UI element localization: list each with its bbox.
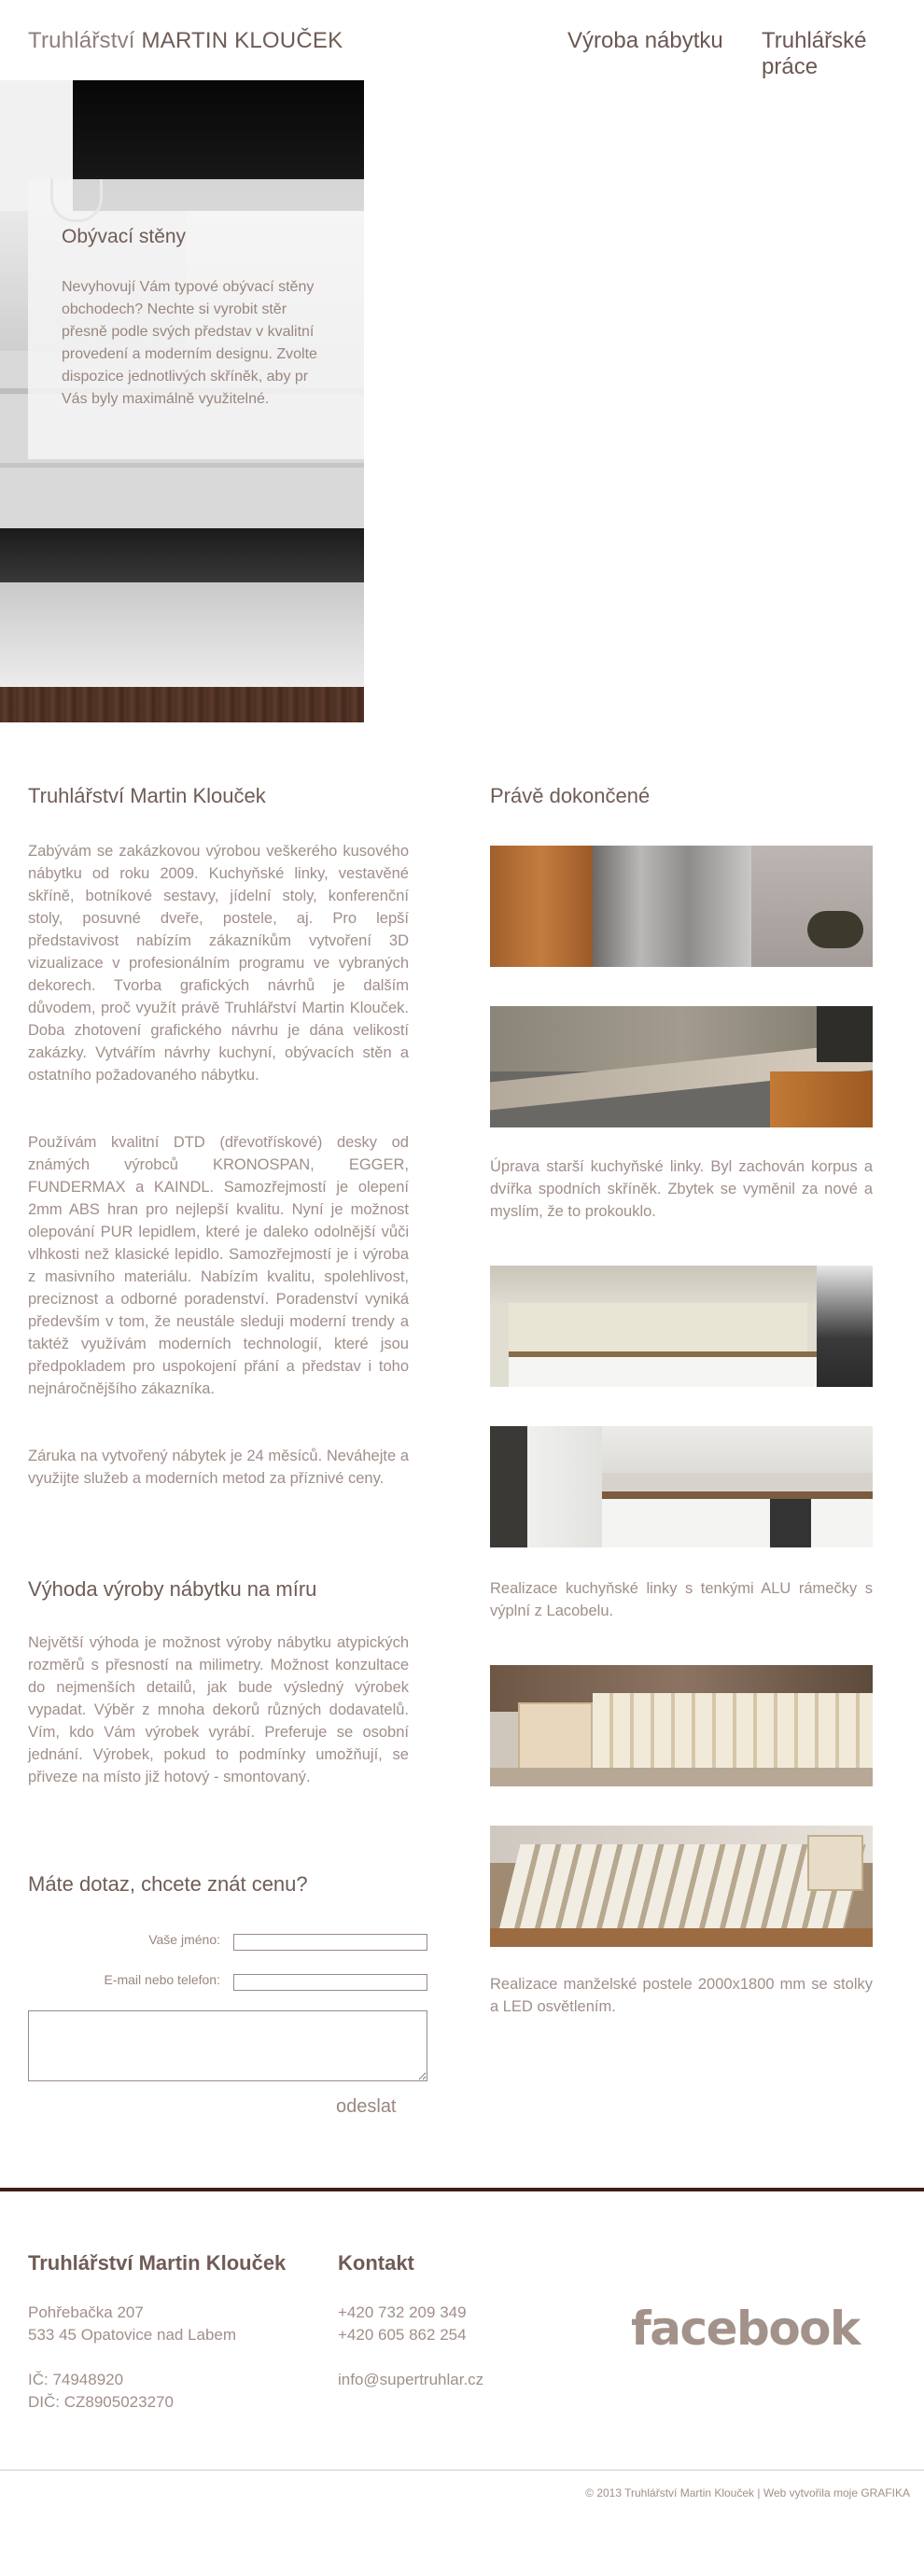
footer-bottom-divider [0, 2470, 924, 2471]
footer-email-link[interactable]: info@supertruhlar.cz [338, 2371, 484, 2388]
gallery-caption: Realizace kuchyňské linky s tenkými ALU rámečky s výplní z Lacobelu. [490, 1580, 873, 1619]
email-or-phone-input[interactable] [233, 1974, 427, 1991]
footer-address-line: 533 45 Opatovice nad Labem [28, 2326, 237, 2344]
hero-text-line: provedení a moderním designu. Zvolte [62, 346, 317, 362]
nav-vyroba-nabytku[interactable]: Výroba nábytku [567, 28, 723, 53]
brand-name: MARTIN KLOUČEK [141, 28, 343, 53]
hero-text-line: obchodech? Nechte si vyrobit stěr [62, 301, 287, 317]
gallery-caption: Realizace manželské postele 2000x1800 mm se stolky a LED osvětlením. [490, 1976, 873, 2015]
footer-divider [0, 2188, 924, 2191]
about-paragraph: Záruka na vytvořený nábytek je 24 měsíců. Neváhejte a využijte služeb a moderních metod za příznivé ceny. [28, 1448, 409, 1487]
hero-image-part [0, 687, 364, 722]
lamp-icon [50, 179, 103, 222]
footer-contact-title: Kontakt [338, 2251, 414, 2275]
name-input[interactable] [233, 1934, 427, 1951]
hero-caption-box [28, 179, 364, 459]
footer-phone[interactable]: +420 605 862 254 [338, 2326, 467, 2344]
footer-ic: IČ: 74948920 [28, 2371, 124, 2388]
hero-title: Obývací stěny [62, 226, 187, 247]
hero-text-line: Nevyhovují Vám typové obývací stěny [62, 279, 315, 295]
hero-image-part [0, 582, 364, 687]
footer-address-line: Pohřebačka 207 [28, 2303, 144, 2321]
hero-image-part [0, 528, 364, 582]
gallery-photo[interactable] [490, 1826, 873, 1947]
gallery-photo[interactable] [490, 1426, 873, 1547]
hero-image-part [0, 463, 364, 468]
footer-company-title: Truhlářství Martin Klouček [28, 2251, 287, 2275]
benefit-paragraph: Největší výhoda je možnost výroby nábytku atypických rozměrů s přesností na milimetry. Možnost konzultace do nejmenších detailů, jak bude výsledný výrobek vypadat. Výběr z mnoha dekorů různých dodavatelů. Vím, kdo Vám výrobek vyrábí. Preferuje se osobní jednání. Výrobek, pokud to podmínky umožňují, se přiveze na místo již hotový - smontovaný. [28, 1634, 409, 1785]
gallery-caption: Úprava starší kuchyňské linky. Byl zachován korpus a dvířka spodních skříněk. Zbytek se vyměnil za nové a myslím, že to prokouklo. [490, 1158, 873, 1220]
submit-button[interactable]: odeslat [336, 2096, 397, 2117]
benefit-title: Výhoda výroby nábytku na míru [28, 1577, 317, 1601]
copyright-text: © 2013 Truhlářství Martin Klouček | Web vytvořila moje GRAFIKA [585, 2486, 910, 2499]
name-label: Vaše jméno: [148, 1932, 220, 1947]
site-header [0, 0, 924, 80]
hero-text-line: dispozice jednotlivých skříněk, aby pr [62, 369, 309, 385]
gallery-photo[interactable] [490, 1266, 873, 1387]
recent-work-title: Právě dokončené [490, 784, 651, 807]
facebook-icon[interactable]: facebook [631, 2302, 860, 2356]
message-textarea[interactable] [28, 2010, 427, 2081]
gallery-photo[interactable] [490, 1006, 873, 1127]
hero-text-line: přesně podle svých představ v kvalitní [62, 324, 315, 340]
site-logo[interactable] [28, 28, 343, 54]
footer-dic: DIČ: CZ8905023270 [28, 2393, 174, 2411]
brand-prefix: Truhlářství [28, 28, 135, 53]
gallery-photo[interactable] [490, 1665, 873, 1786]
gallery-photo[interactable] [490, 846, 873, 967]
hero-text [62, 276, 375, 411]
about-paragraph: Zabývám se zakázkovou výrobou veškerého kusového nábytku od roku 2009. Kuchyňské linky, vestavěné skříně, botníkové sestavy, jídelní stoly, konferenční stoly, posuvné dveře, postele, aj. Pro lepší představivost nabízím zákazníkům vytvoření 3D vizualizace v profesionálním programu ve vybraných dekorech. Tvorba grafických návrhů je dalším důvodem, proč využít právě Truhlářství Martin Klouček. Doba zhotovení grafického návrhu je dána velikostí zakázky. Vytvářím návrhy kuchyní, obývacích stěn a ostatního požadovaného nábytku. [28, 843, 409, 1084]
nav-truhlarske-prace[interactable]: Truhlářské práce [762, 28, 867, 79]
about-title: Truhlářství Martin Klouček [28, 784, 266, 807]
contact-form-title: Máte dotaz, chcete znát cenu? [28, 1872, 308, 1896]
contact-label: E-mail nebo telefon: [104, 1972, 220, 1987]
about-paragraph: Používám kvalitní DTD (dřevotřískové) desky od známých výrobců KRONOSPAN, EGGER, FUNDERMAX a KAINDL. Samozřejmostí je olepení 2mm ABS hran pro nejlepší kvalitu. Nyní je možnost olepování PUR lepidlem, které je daleko odolnější vůči vlhkosti než klasické lepidlo. Samozřejmostí je i výroba z masivního materiálu. Nabízím kvalitu, spolehlivost, preciznost a odborné poradenství. Poradenství vyniká především v tom, že neustále sleduji moderní trendy a taktéž využívám moderních technologií, které jsou předpokladem pro uspokojení přání a představ i toho nejnáročnějšího zákazníka. [28, 1134, 409, 1397]
footer-phone[interactable]: +420 732 209 349 [338, 2303, 467, 2321]
hero-text-line: Vás byly maximálně využitelné. [62, 391, 270, 407]
